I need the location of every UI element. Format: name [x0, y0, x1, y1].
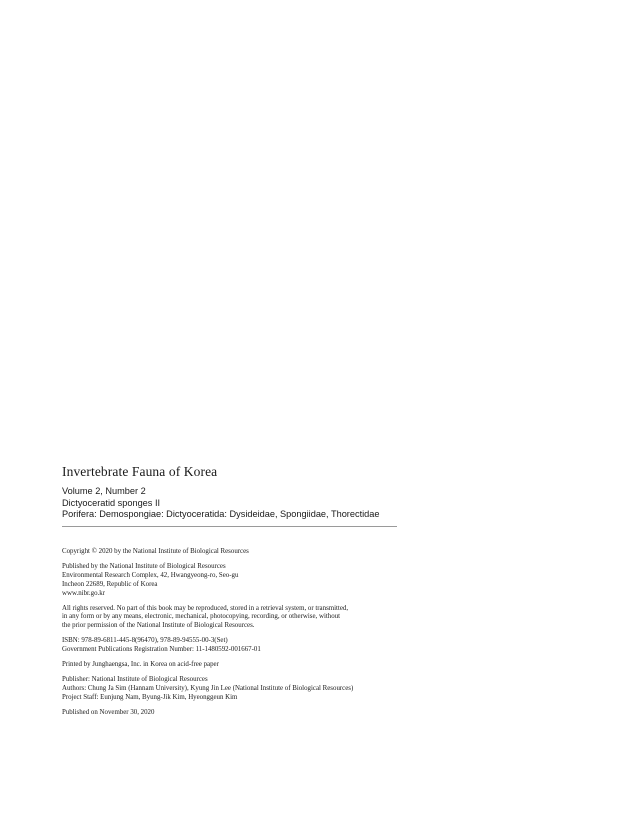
- volume-number: Volume 2, Number 2: [62, 486, 146, 496]
- registration-line: Government Publications Registration Number: 11-1480592-001667-01: [62, 646, 261, 654]
- published-on-line: Published on November 30, 2020: [62, 708, 155, 716]
- copyright-line: Copyright © 2020 by the National Institute of Biological Resources: [62, 548, 249, 555]
- book-subtitle: Dictyoceratid sponges II: [62, 497, 161, 508]
- website-line: www.nibr.go.kr: [62, 589, 105, 597]
- series-title: Invertebrate Fauna of Korea: [62, 464, 218, 479]
- isbn-line: ISBN: 978-89-6811-445-8(96470), 978-89-94555-00-3(Set): [62, 637, 228, 645]
- printer-notice: [62, 661, 412, 670]
- rights-line: All rights reserved. No part of this book may be reproduced, stored in a retrieval system, or transmitted,: [62, 604, 349, 612]
- credits-block: [62, 676, 412, 703]
- city-line: Incheon 22689, Republic of Korea: [62, 580, 158, 588]
- rights-line: in any form or by any means, electronic, mechanical, photocopying, recording, or otherwise, without: [62, 613, 341, 621]
- printed-line: Printed by Junghaengsa, Inc. in Korea on acid-free paper: [62, 661, 219, 669]
- isbn-block: [62, 637, 412, 655]
- authors-line: Authors: Chung Ja Sim (Hannam University), Kyung Jin Lee (National Institute of Biological Resources): [62, 684, 354, 692]
- taxonomy-line: Porifera: Demospongiae: Dictyoceratida: Dysideidae, Spongiidae, Thorectidae: [62, 509, 380, 520]
- imprint-block: [62, 548, 412, 724]
- address-line: Environmental Research Complex, 42, Hwangyeong-ro, Seo-gu: [62, 571, 239, 579]
- staff-line: Project Staff: Eunjung Nam, Byung-Jik Kim, Hyeonggeun Kim: [62, 693, 238, 701]
- volume-subtitles: [62, 486, 380, 521]
- published-by-line: Published by the National Institute of Biological Resources: [62, 562, 226, 570]
- publication-date: [62, 709, 412, 718]
- divider: [62, 526, 397, 527]
- copyright-notice: [62, 548, 412, 557]
- rights-notice: [62, 605, 412, 632]
- publisher-line: Publisher: National Institute of Biological Resources: [62, 675, 208, 683]
- rights-line: the prior permission of the National Institute of Biological Resources.: [62, 622, 255, 630]
- publisher-address: [62, 563, 412, 599]
